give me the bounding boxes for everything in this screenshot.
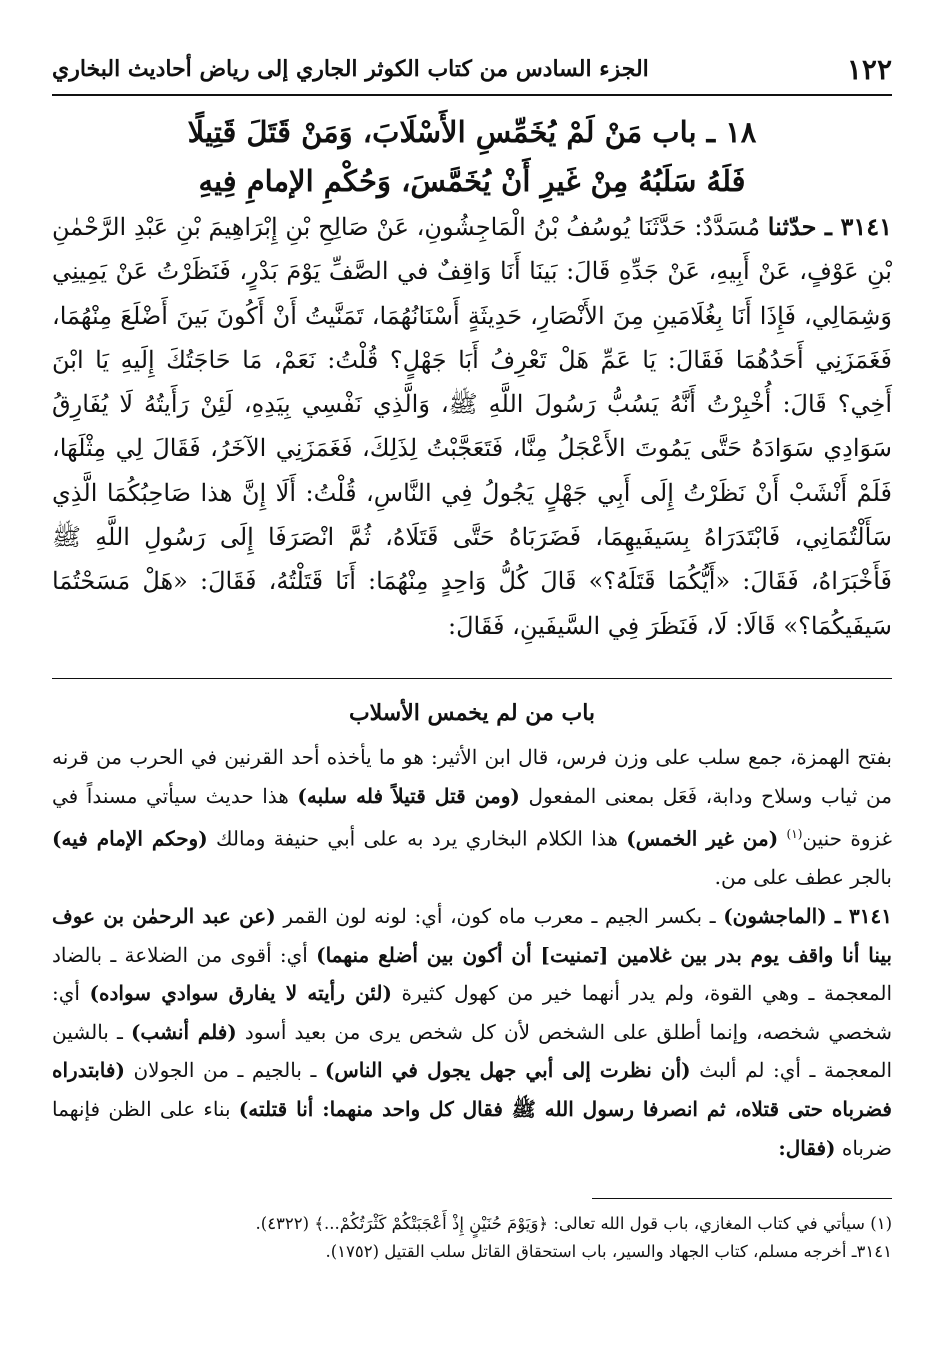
- commentary-quote: (فابتدراه فضرباه حتى قتلاه، ثم انصرفا رسول الله ﷺ فقال كل واحد منهما: أنا قتلته): [52, 1058, 892, 1121]
- commentary-body: [52, 738, 892, 1167]
- chapter-title-line-2: فَلَهُ سَلَبُهُ مِنْ غَيرِ أَنْ يُخَمَّسَ، وَحُكْمِ الإمامِ فِيهِ: [198, 164, 746, 198]
- quran-quote: ﴿وَيَوْمَ حُنَيْنٍ إِذْ أَعْجَبَتْكُمْ كَثْرَتُكُمْ...﴾: [314, 1214, 549, 1233]
- footnote-text: (٤٣٢٢).: [255, 1214, 315, 1233]
- page-header: [52, 44, 892, 96]
- commentary-quote: (وحكم الإمام فيه): [52, 826, 208, 851]
- footnotes: [52, 1210, 892, 1266]
- commentary-text: هذا حديث سيأتي مسنداً في غزوة حنين: [52, 783, 893, 851]
- footnote-1: [52, 1210, 892, 1238]
- commentary-heading: باب من لم يخمس الأسلاب: [348, 700, 596, 726]
- page-number: ١٢٢: [846, 52, 892, 86]
- chapter-title: [60, 108, 884, 206]
- footnote-2: ٣١٤١ـ أخرجه مسلم، كتاب الجهاد والسير، باب استحقاق القاتل سلب القتيل (١٧٥٢).: [325, 1242, 892, 1261]
- hadith-body: مُسَدَّدٌ: حَدَّثَنَا يُوسُفُ بْنُ الْمَاجِشُونِ، عَنْ صَالِحِ بْنِ إِبْرَاهِيمَ بْنِ عَبْدِ الرَّحْمٰنِ بْنِ عَوْفٍ، عَنْ أَبِيهِ، عَنْ جَدِّهِ قَالَ: بَينَا أَنَا وَاقِفٌ في الصَّفِّ يَوْمَ بَدْرٍ، فَنَظَرْتُ عَنْ يَمِينِي وَشِمَالِي، فَإِذَا أَنَا بِغُلَامَينِ مِنَ الأَنْصَارِ، حَدِيثَةٍ أَسْنَانُهُمَا، تَمَنَّيتُ أَنْ أَكُونَ بَينَ أَضْلَعَ مِنْهُمَا، فَغَمَزَنِي أَحَدُهُمَا فَقَالَ: يَا عَمِّ هَلْ تَعْرِفُ أَبَا جَهْلٍ؟ قُلْتُ: نَعَمْ، مَا حَاجَتُكَ إِلَيهِ يَا ابْنَ أَخِي؟ قَالَ: أُخْبِرْتُ أَنَّهُ يَسُبُّ رَسُولَ اللَّهِ ﷺ، وَالَّذِي نَفْسِي بِيَدِهِ، لَئِنْ رَأَيتُهُ لَا يُفَارِقُ سَوَادِي سَوَادَهُ حَتَّى يَمُوتَ الأَعْجَلُ مِنَّا، فَتَعَجَّبْتُ لِذَلِكَ، فَغَمَزَنِي الآخَرُ، فَقَالَ لِي مِثْلَهَا، فَلَمْ أَنْشَبْ أَنْ نَظَرْتُ إِلَى أَبِي جَهْلٍ يَجُولُ فِي النَّاسِ، قُلْتُ: أَلَا إِنَّ هذا صَاحِبُكُمَا الَّذِي سَأَلْتُمَانِي، فَابْتَدَرَاهُ بِسَيفَيهِمَا، فَضَرَبَاهُ حَتَّى قَتَلَاهُ، ثُمَّ انْصَرَفَا إِلَى رَسُولِ اللَّهِ ﷺ فَأَخْبَرَاهُ، فَقَالَ: «أَيُّكُمَا قَتَلَهُ؟» قَالَ كُلُّ وَاحِدٍ مِنْهُمَا: أَنَا قَتَلْتُهُ، فَقَالَ: «هَلْ مَسَحْتُمَا سَيفَيكُمَا؟» قَالَا: لَا، فَنَظَرَ فِي السَّيفَينِ، فَقَالَ:: [52, 213, 892, 640]
- commentary-quote: (لئن رأيته لا يفارق سوادي سواده): [89, 981, 392, 1006]
- hadith-text: [52, 205, 892, 648]
- commentary-text: ـ بالجيم ـ من الجولان: [124, 1058, 325, 1083]
- commentary-quote: (من غير الخمس): [626, 826, 779, 851]
- commentary-text: بالجر عطف على من.: [714, 865, 892, 890]
- commentary-text: بفتح الهمزة، جمع سلب على وزن فرس، قال ابن الأثير: هو ما يأخذه أحد القرنين في الحرب من قرنه من ثياب وسلاح ودابة، فَعَل بمعنى المفعول: [52, 745, 892, 808]
- footnote-marker: (١): [786, 827, 803, 842]
- commentary-quote: (عن عبد الرحمٰن بن عوف بينا أنا واقف يوم بدر بين غلامين [تمنيت] أن أكون بين أضلع منهما): [52, 904, 892, 967]
- footnote-divider: [592, 1198, 892, 1199]
- chapter-title-line-1: ١٨ ـ باب مَنْ لَمْ يُخَمِّسِ الأَسْلَابَ، وَمَنْ قَتَلَ قَتِيلًا: [187, 115, 757, 149]
- commentary-quote: ٣١٤١ ـ (الماجشون): [723, 904, 892, 929]
- running-title: الجزء السادس من كتاب الكوثر الجاري إلى رياض أحاديث البخاري: [52, 56, 649, 82]
- commentary-text: أي: أقوى من الضلاعة ـ بالضاد المعجمة ـ وهي القوة، ولم يدر أنهما خير من كهول كثيرة: [52, 942, 893, 1006]
- commentary-text: [778, 827, 786, 851]
- commentary-quote: (فلم أنشب): [130, 1019, 237, 1044]
- commentary-text: ـ بالشين المعجمة ـ أي: لم ألبث: [52, 1019, 893, 1083]
- section-divider: [52, 678, 892, 679]
- commentary-quote: (ومن قتل قتيلاً فله سلبه): [297, 783, 520, 808]
- commentary-text: أي: شخصي شخصه، وإنما أطلق على الشخص لأن كل شخص يرى من بعيد أسود: [52, 981, 892, 1044]
- hadith-number: ٣١٤١ ـ حدّثنا: [767, 212, 892, 241]
- commentary-paragraph-2: [52, 897, 892, 1167]
- footnote-text: (١) سيأتي في كتاب المغازي، باب قول الله تعالى:: [548, 1214, 892, 1233]
- commentary-quote: (أن نظرت إلى أبي جهل يجول في الناس): [324, 1058, 691, 1083]
- commentary-text: ـ بكسر الجيم ـ معرب ماه كون، أي: لونه لون القمر: [275, 904, 724, 929]
- commentary-text: بناء على الظن فإنهما ضرباه: [52, 1097, 892, 1160]
- commentary-text: هذا الكلام البخاري يرد به على أبي حنيفة ومالك: [207, 826, 627, 851]
- commentary-paragraph-1: [52, 738, 892, 897]
- commentary-quote: (فقال:: [778, 1135, 836, 1160]
